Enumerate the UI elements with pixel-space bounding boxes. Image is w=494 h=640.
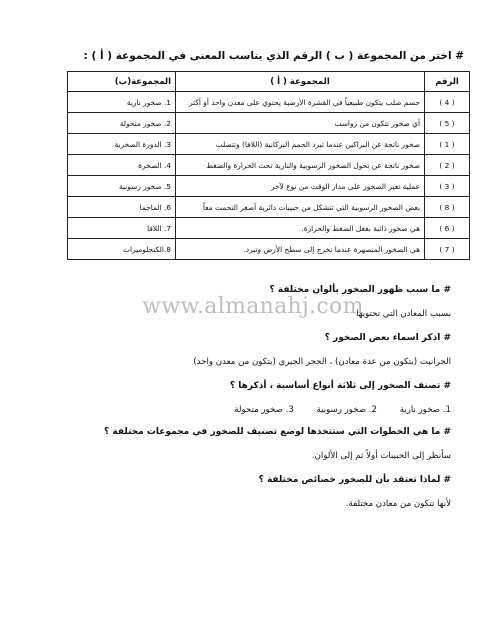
group-b-cell: 2. صخور متحولة <box>68 113 176 134</box>
group-b-cell: 4. الصخرة <box>68 155 176 176</box>
answer-2: الجرانيت (يتكون من عدة معادن) ، الحجر الجيري (يتكون من معدن واحد) <box>193 357 451 367</box>
table-row <box>68 218 470 239</box>
answer-3-types <box>31 405 451 415</box>
matching-heading: # اختر من المجموعة ( ب ) الرقم الذي يناسب المعنى في المجموعة ( أ ) : <box>83 50 464 62</box>
answer-1: بسبب المعادن التي تحتويها <box>356 309 451 319</box>
table-header-row <box>68 72 470 92</box>
table-row <box>68 176 470 197</box>
question-4: # ما هي الخطوات التي ستتخذها لوضع تصنيف للصخور في مجموعات مختلفة ؟ <box>104 427 451 437</box>
group-b-cell: 5. صخور رسوبية <box>68 176 176 197</box>
header-num: الرقم <box>425 72 470 92</box>
watermark: www.almanahj.com <box>142 294 364 319</box>
answer-num: ( 7 ) <box>425 239 470 260</box>
question-2: # اذكر اسماء بعض الصخور ؟ <box>324 333 451 343</box>
group-b-cell: 1. صخور نارية <box>68 92 176 113</box>
answer-5: لأنها تتكون من معادن مختلفة. <box>345 499 451 509</box>
rock-type-item: 2. صخور رسوبية <box>316 405 377 415</box>
table-row <box>68 113 470 134</box>
question-5: # لماذا تعتقد بأن للصخور خصائص مختلفة ؟ <box>258 475 451 485</box>
table-row <box>68 155 470 176</box>
group-a-cell: هي صخور ذائبة بفعل الضغط والحرارة. <box>176 218 425 239</box>
rock-type-item: 1. صخور نارية <box>399 405 451 415</box>
answer-4: سأنظر إلى الحبيبات أولاً ثم إلى الألوان. <box>311 451 451 461</box>
group-b-cell: 7. اللافا <box>68 218 176 239</box>
question-1: # ما سبب ظهور الصخور بألوان مختلفة ؟ <box>269 285 451 295</box>
rock-type-item: 3. صخور متحولة <box>234 405 294 415</box>
answer-num: ( 3 ) <box>425 176 470 197</box>
group-b-cell: 3. الدورة الصخرية <box>68 134 176 155</box>
table-row <box>68 134 470 155</box>
question-3: # تصنف الصخور إلى ثلاثة أنواع أساسية ، أذكرها ؟ <box>229 381 451 391</box>
group-b-cell: 6. الماجما <box>68 197 176 218</box>
matching-table <box>67 71 470 260</box>
table-row <box>68 92 470 113</box>
answer-num: ( 1 ) <box>425 134 470 155</box>
table-row <box>68 239 470 260</box>
header-group-a: المجموعة ( أ ) <box>176 72 425 92</box>
group-a-cell: جسم صلب يتكون طبيعياً في القشرة الأرضية يحتوي على معدن واحد أو أكثر <box>176 92 425 113</box>
group-a-cell: صخور ناتجة عن البراكين عندما تبرد الحمم البركانية (اللافا) وتتصلب <box>176 134 425 155</box>
table-row <box>68 197 470 218</box>
group-a-cell: صخور ناتجة عن تحول الصخور الرسوبية والنارية تحت الحرارة والضغط <box>176 155 425 176</box>
answer-num: ( 6 ) <box>425 218 470 239</box>
answer-num: ( 4 ) <box>425 92 470 113</box>
group-a-cell: عملية تغير الصخور على مدار الوقت من نوع لآخر <box>176 176 425 197</box>
group-a-cell: أي صخور تتكون من رواسب <box>176 113 425 134</box>
group-b-cell: 8.الكنجلوميرات <box>68 239 176 260</box>
answer-num: ( 5 ) <box>425 113 470 134</box>
header-group-b: المجموعة(ب) <box>68 72 176 92</box>
group-a-cell: بعض الصخور الرسوبية التي تتشكل من حبيبات دائرية أصغر التحمت معاً <box>176 197 425 218</box>
group-a-cell: هي الصخور المنصهرة عندما تخرج إلى سطح الأرض وتبرد. <box>176 239 425 260</box>
answer-num: ( 8 ) <box>425 197 470 218</box>
answer-num: ( 2 ) <box>425 155 470 176</box>
